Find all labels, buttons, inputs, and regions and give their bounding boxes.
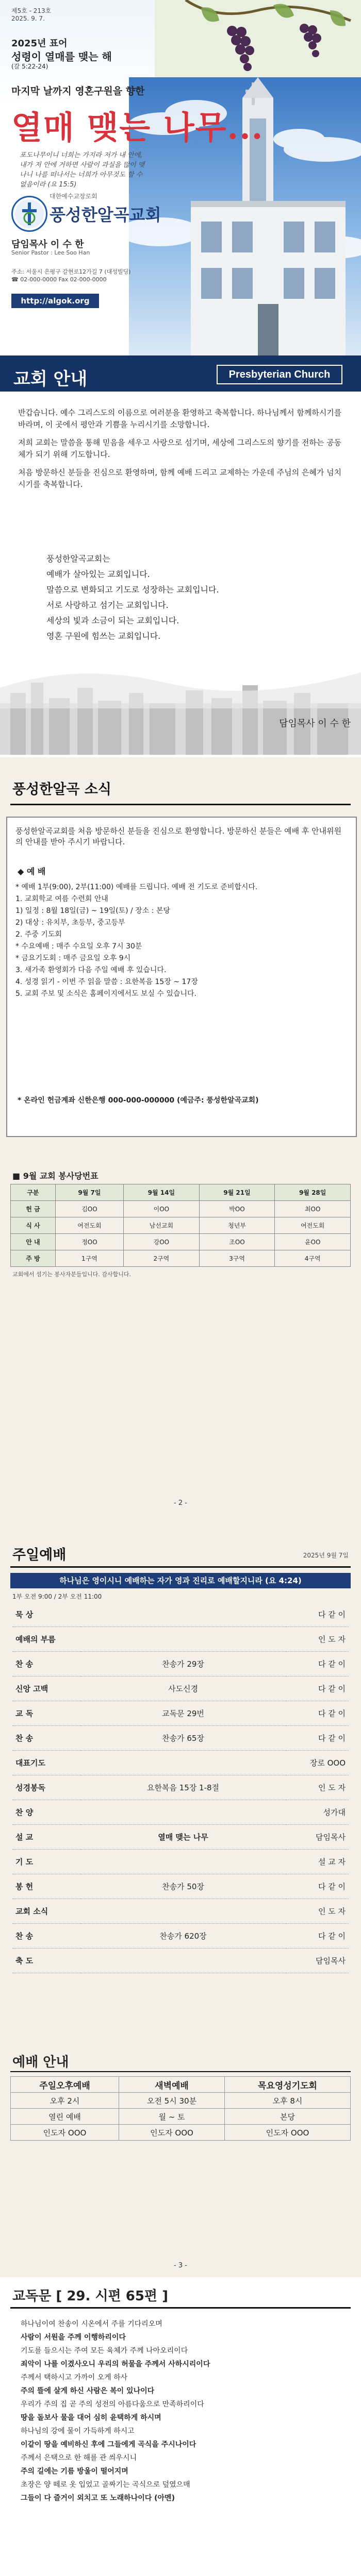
divider	[10, 804, 351, 805]
table-row	[12, 1751, 349, 1775]
table-cell: 정OO	[55, 1234, 123, 1250]
table-header-cell: 9월 7일	[55, 1184, 123, 1201]
table-row	[12, 1899, 349, 1924]
annual-theme-reference: (갈 5:22-24)	[11, 63, 48, 70]
offering-account: * 온라인 헌금계좌 신한은행 000-000-000000 (예금주: 풍성한알곡교회)	[18, 1096, 259, 1105]
table-cell: 4구역	[275, 1250, 351, 1267]
order-item: 찬 양	[12, 1800, 80, 1825]
reading-line: 초장은 양 떼로 옷 입었고 골짜기는 곡식으로 덮였으매	[21, 2481, 190, 2489]
worship-date: 2025년 9월 7일	[303, 1552, 349, 1559]
table-cell: 안 내	[11, 1234, 56, 1250]
table-note: 교회에서 섬기는 봉사자분들입니다. 감사합니다.	[12, 1271, 132, 1278]
order-leader: 다 같 이	[286, 1726, 349, 1751]
order-leader: 다 같 이	[286, 1602, 349, 1627]
duty-table-title: ■ 9월 교회 봉사당번표	[12, 1171, 99, 1181]
order-item: 설 교	[12, 1825, 80, 1850]
order-detail: 찬송가 29장	[80, 1652, 286, 1676]
order-detail	[80, 1800, 286, 1825]
news-item: 5. 교회 주보 및 소식은 홈페이지에서도 보실 수 있습니다.	[15, 990, 196, 998]
divider	[10, 2307, 351, 2309]
vision-author: 담임목사 이 수 한	[279, 718, 351, 729]
table-cell: 박OO	[199, 1201, 275, 1217]
reading-line: 주의 길에는 기름 방울이 떨어지며	[21, 2467, 128, 2476]
table-cell: 오후 8시	[225, 2093, 351, 2109]
table-row	[12, 1800, 349, 1825]
table-row	[11, 2109, 351, 2125]
worship-page	[0, 1520, 361, 2277]
vision-line: 서로 사랑하고 섬기는 교회입니다.	[46, 600, 169, 610]
order-leader: 설 교 자	[286, 1850, 349, 1874]
reading-line: 우리가 주의 집 곧 주의 성전의 아름다움으로 만족하리이다	[21, 2400, 204, 2409]
order-item: 교회 소식	[12, 1899, 80, 1924]
table-row	[11, 1234, 351, 1250]
vision-line: 말씀으로 변화되고 기도로 성장하는 교회입니다.	[46, 585, 219, 595]
guide-heading: 교회 안내	[13, 369, 88, 389]
church-website-link[interactable]: http://algok.org	[11, 294, 99, 308]
table-cell: 인도자 OOO	[119, 2125, 225, 2141]
service-guide-table	[10, 2076, 351, 2141]
news-item: 2. 주중 기도회	[15, 930, 62, 939]
table-header-cell: 9월 14일	[124, 1184, 200, 1201]
divider	[10, 1566, 351, 1568]
order-detail: 교독문 29번	[80, 1701, 286, 1726]
order-leader: 담임목사	[286, 1948, 349, 1973]
order-leader: 장로 OOO	[286, 1751, 349, 1775]
table-cell: 2구역	[124, 1250, 200, 1267]
responsive-reading-text	[21, 2317, 340, 2505]
order-detail	[80, 1751, 286, 1775]
reading-line: 하나님이여 찬송이 시온에서 주를 기다리오며	[21, 2320, 162, 2328]
responsive-reading-heading: 교독문 [ 29. 시편 65편 ]	[12, 2289, 168, 2304]
order-detail: 찬송가 620장	[80, 1924, 286, 1948]
table-row	[12, 1850, 349, 1874]
table-cell: 식 사	[11, 1217, 56, 1234]
news-heading: 풍성한알곡 소식	[12, 782, 111, 798]
table-cell: 최OO	[275, 1201, 351, 1217]
order-leader: 다 같 이	[286, 1701, 349, 1726]
reading-line: 주의 뜰에 살게 하신 사람은 복이 있나이다	[21, 2387, 155, 2395]
table-cell: 윤OO	[275, 1234, 351, 1250]
welcome-paragraph: 반갑습니다. 예수 그리스도의 이름으로 여러분을 환영하고 축복합니다. 하나님께서 함께하시기를 바라며, 이 곳에서 평안과 기쁨을 누리시기를 소망합니다.	[18, 408, 342, 429]
order-leader: 인 도 자	[286, 1627, 349, 1652]
table-cell: 여전도회	[275, 1217, 351, 1234]
reading-line: 그들이 다 즐거이 외치고 또 노래하나이다 (아멘)	[21, 2494, 175, 2502]
cover-title: 열매 맺는 나무...	[11, 109, 264, 146]
divider	[10, 2071, 351, 2072]
news-item: 1) 일정 : 8월 18일(금) ~ 19일(토) / 장소 : 본당	[15, 907, 170, 915]
table-row	[12, 1602, 349, 1627]
order-detail	[80, 1627, 286, 1652]
issue-number: 제5호 - 213호	[11, 7, 52, 14]
vision-line: 세상의 빛과 소금이 되는 교회입니다.	[46, 616, 179, 625]
table-cell: 청년부	[199, 1217, 275, 1234]
order-item: 축 도	[12, 1948, 80, 1973]
order-detail: 찬송가 50장	[80, 1874, 286, 1899]
news-item: 2) 대상 : 유치부, 초등부, 중고등부	[15, 919, 125, 927]
table-header-cell: 9월 28일	[275, 1184, 351, 1201]
news-intro: 풍성한알곡교회를 처음 방문하신 분들을 진심으로 환영합니다. 방문하신 분들은 예배 후 안내위원의 안내를 받아 주시기 바랍니다.	[15, 826, 342, 846]
welcome-text	[18, 407, 343, 497]
issue-info	[11, 7, 51, 23]
table-cell: 오후 2시	[11, 2093, 119, 2109]
order-leader: 인 도 자	[286, 1775, 349, 1800]
news-item: * 예배 1부(9:00), 2부(11:00) 예배를 드립니다. 예배 전 기도로 준비합시다.	[15, 883, 258, 891]
page-number: - 2 -	[174, 1499, 187, 1507]
order-item: 봉 헌	[12, 1874, 80, 1899]
order-detail: 찬송가 65장	[80, 1726, 286, 1751]
table-row	[12, 1726, 349, 1751]
denomination: 대한예수교장로회	[50, 193, 97, 200]
table-cell: 인도자 OOO	[11, 2125, 119, 2141]
order-leader: 다 같 이	[286, 1676, 349, 1701]
table-cell: 1구역	[55, 1250, 123, 1267]
annual-theme-label: 2025년 표어	[11, 38, 68, 49]
cover-verse: 포도나무이니 너희는 가지라 저가 내 안에, 내가 저 안에 거하면 사람이 과실을 많이 맺나니 나를 떠나서는 너희가 아무것도 할 수 없음이라 (요 15:5)	[20, 151, 145, 189]
worship-verse-ribbon: 하나님은 영이시니 예배하는 자가 영과 진리로 예배할지니라 (요 4:24)	[10, 1573, 351, 1588]
church-logo-icon	[11, 196, 47, 232]
news-page	[0, 757, 361, 1520]
order-item: 신앙 고백	[12, 1676, 80, 1701]
grapes-vine-image	[155, 0, 361, 82]
church-name: 풍성한알곡교회	[50, 205, 161, 225]
table-row	[11, 2125, 351, 2141]
order-leader: 인 도 자	[286, 1899, 349, 1924]
news-item: 4. 성경 읽기 - 이번 주 읽을 말씀 : 요한복음 15장 ~ 17장	[15, 978, 198, 986]
table-cell: 남선교회	[124, 1217, 200, 1234]
reading-line: 이같이 땅을 예비하신 후에 그들에게 곡식을 주시나이다	[21, 2441, 196, 2449]
cover-page	[0, 0, 361, 757]
reading-line: 죄악이 나를 이겼사오니 우리의 허물을 주께서 사하시리이다	[21, 2360, 210, 2368]
order-leader: 성가대	[286, 1800, 349, 1825]
table-row	[12, 1676, 349, 1701]
table-cell: 본당	[225, 2109, 351, 2125]
order-leader: 다 같 이	[286, 1924, 349, 1948]
reading-line: 주께서 은택으로 한 해를 관 씌우시니	[21, 2454, 137, 2462]
vision-line: 풍성한알곡교회는	[46, 554, 110, 564]
guide-banner	[0, 355, 361, 392]
order-item: 찬 송	[12, 1924, 80, 1948]
order-detail	[80, 1850, 286, 1874]
church-address: 주소: 서울시 은평구 갈현로12가길 7 (대성빌딩) ☎ 02-000-0000 Fax 02-000-0000	[11, 268, 131, 283]
table-row	[12, 1948, 349, 1973]
page-number: - 3 -	[174, 2262, 187, 2269]
table-row	[12, 1627, 349, 1652]
worship-times: 1부 오전 9:00 / 2부 오전 11:00	[12, 1593, 102, 1600]
order-detail: 열매 맺는 나무	[80, 1825, 286, 1850]
cover-subtitle: 마지막 날까지 영혼구원을 향한	[11, 86, 145, 97]
table-row	[12, 1825, 349, 1850]
worship-heading: 주일예배	[12, 1547, 67, 1563]
table-header-cell: 9월 21일	[199, 1184, 275, 1201]
order-leader: 담임목사	[286, 1825, 349, 1850]
table-cell: 오전 5시 30분	[119, 2093, 225, 2109]
vision-statement	[46, 551, 315, 644]
table-row	[12, 1775, 349, 1800]
senior-pastor: 담임목사 이 수 한	[11, 239, 84, 250]
table-cell: 김OO	[55, 1201, 123, 1217]
table-row	[12, 1874, 349, 1899]
table-cell: 조OO	[199, 1234, 275, 1250]
table-cell: 3구역	[199, 1250, 275, 1267]
table-header-cell: 목요영성기도회	[225, 2077, 351, 2093]
order-item: 교 독	[12, 1701, 80, 1726]
responsive-reading-page	[0, 2277, 361, 2576]
welcome-paragraph: 처음 방문하신 분들을 진심으로 환영하며, 함께 예배 드리고 교제하는 가운데 주님의 은혜가 넘치시기를 축복합니다.	[18, 468, 342, 489]
order-leader: 다 같 이	[286, 1652, 349, 1676]
vision-line: 영혼 구원에 힘쓰는 교회입니다.	[46, 631, 161, 641]
order-item: 기 도	[12, 1850, 80, 1874]
order-detail: 요한복음 15장 1-8절	[80, 1775, 286, 1800]
annual-theme: 성령이 열매를 맺는 해	[11, 50, 112, 63]
table-row	[12, 1924, 349, 1948]
table-row	[12, 1701, 349, 1726]
order-item: 예배의 부름	[12, 1627, 80, 1652]
welcome-paragraph: 저희 교회는 말씀을 통해 믿음을 세우고 사랑으로 섬기며, 세상에 그리스도의 향기를 전하는 공동체가 되기 위해 기도합니다.	[18, 438, 342, 459]
order-detail	[80, 1602, 286, 1627]
table-row	[11, 2093, 351, 2109]
order-item: 찬 송	[12, 1652, 80, 1676]
table-row	[11, 1250, 351, 1267]
table-cell: 인도자 OOO	[225, 2125, 351, 2141]
vision-line: 예배가 살아있는 교회입니다.	[46, 569, 150, 579]
order-of-worship	[12, 1602, 349, 1973]
news-item: 3. 새가족 환영회가 다음 주일 예배 후 있습니다.	[15, 966, 167, 974]
table-row	[11, 1217, 351, 1234]
news-box	[6, 817, 357, 1137]
news-item: * 수요예배 : 매주 수요일 오후 7시 30분	[15, 942, 142, 951]
table-cell: 강OO	[124, 1234, 200, 1250]
news-item: * 금요기도회 : 매주 금요일 오후 9시	[15, 954, 131, 962]
order-item: 성경봉독	[12, 1775, 80, 1800]
table-cell: 열린 예배	[11, 2109, 119, 2125]
order-item: 찬 송	[12, 1726, 80, 1751]
senior-pastor-english: Senior Pastor : Lee Soo Han	[11, 249, 90, 256]
table-cell: 월 ~ 토	[119, 2109, 225, 2125]
presbyterian-label: Presbyterian Church	[217, 365, 342, 384]
table-cell: 여전도회	[55, 1217, 123, 1234]
reading-line: 사람이 서원을 주께 이행하리이다	[21, 2333, 126, 2342]
order-detail	[80, 1948, 286, 1973]
reading-line: 땅을 돌보사 물을 대어 심히 윤택하게 하시며	[21, 2414, 161, 2422]
reading-line: 하나님의 강에 물이 가득하게 하시고	[21, 2427, 135, 2435]
table-header-cell: 구분	[11, 1184, 56, 1201]
order-leader: 다 같 이	[286, 1874, 349, 1899]
table-row	[12, 1652, 349, 1676]
table-cell: 주 방	[11, 1250, 56, 1267]
table-cell: 헌 금	[11, 1201, 56, 1217]
duty-table	[10, 1184, 351, 1267]
news-item: 1. 교회학교 여름 수련회 안내	[15, 895, 108, 903]
issue-date: 2025. 9. 7.	[11, 15, 45, 22]
order-detail	[80, 1899, 286, 1924]
service-guide-heading: 예배 안내	[12, 2055, 69, 2070]
worship-tag: ◆ 예 배	[18, 867, 46, 876]
table-header-cell: 새벽예배	[119, 2077, 225, 2093]
news-body	[15, 882, 350, 1000]
table-header-cell: 주일오후예배	[11, 2077, 119, 2093]
order-item: 대표기도	[12, 1751, 80, 1775]
order-item: 묵 상	[12, 1602, 80, 1627]
order-detail: 사도신경	[80, 1676, 286, 1701]
reading-line: 기도를 들으시는 주여 모든 육체가 주께 나아오리이다	[21, 2347, 188, 2355]
table-row	[11, 1201, 351, 1217]
table-cell: 이OO	[124, 1201, 200, 1217]
reading-line: 주께서 택하시고 가까이 오게 하사	[21, 2374, 128, 2382]
